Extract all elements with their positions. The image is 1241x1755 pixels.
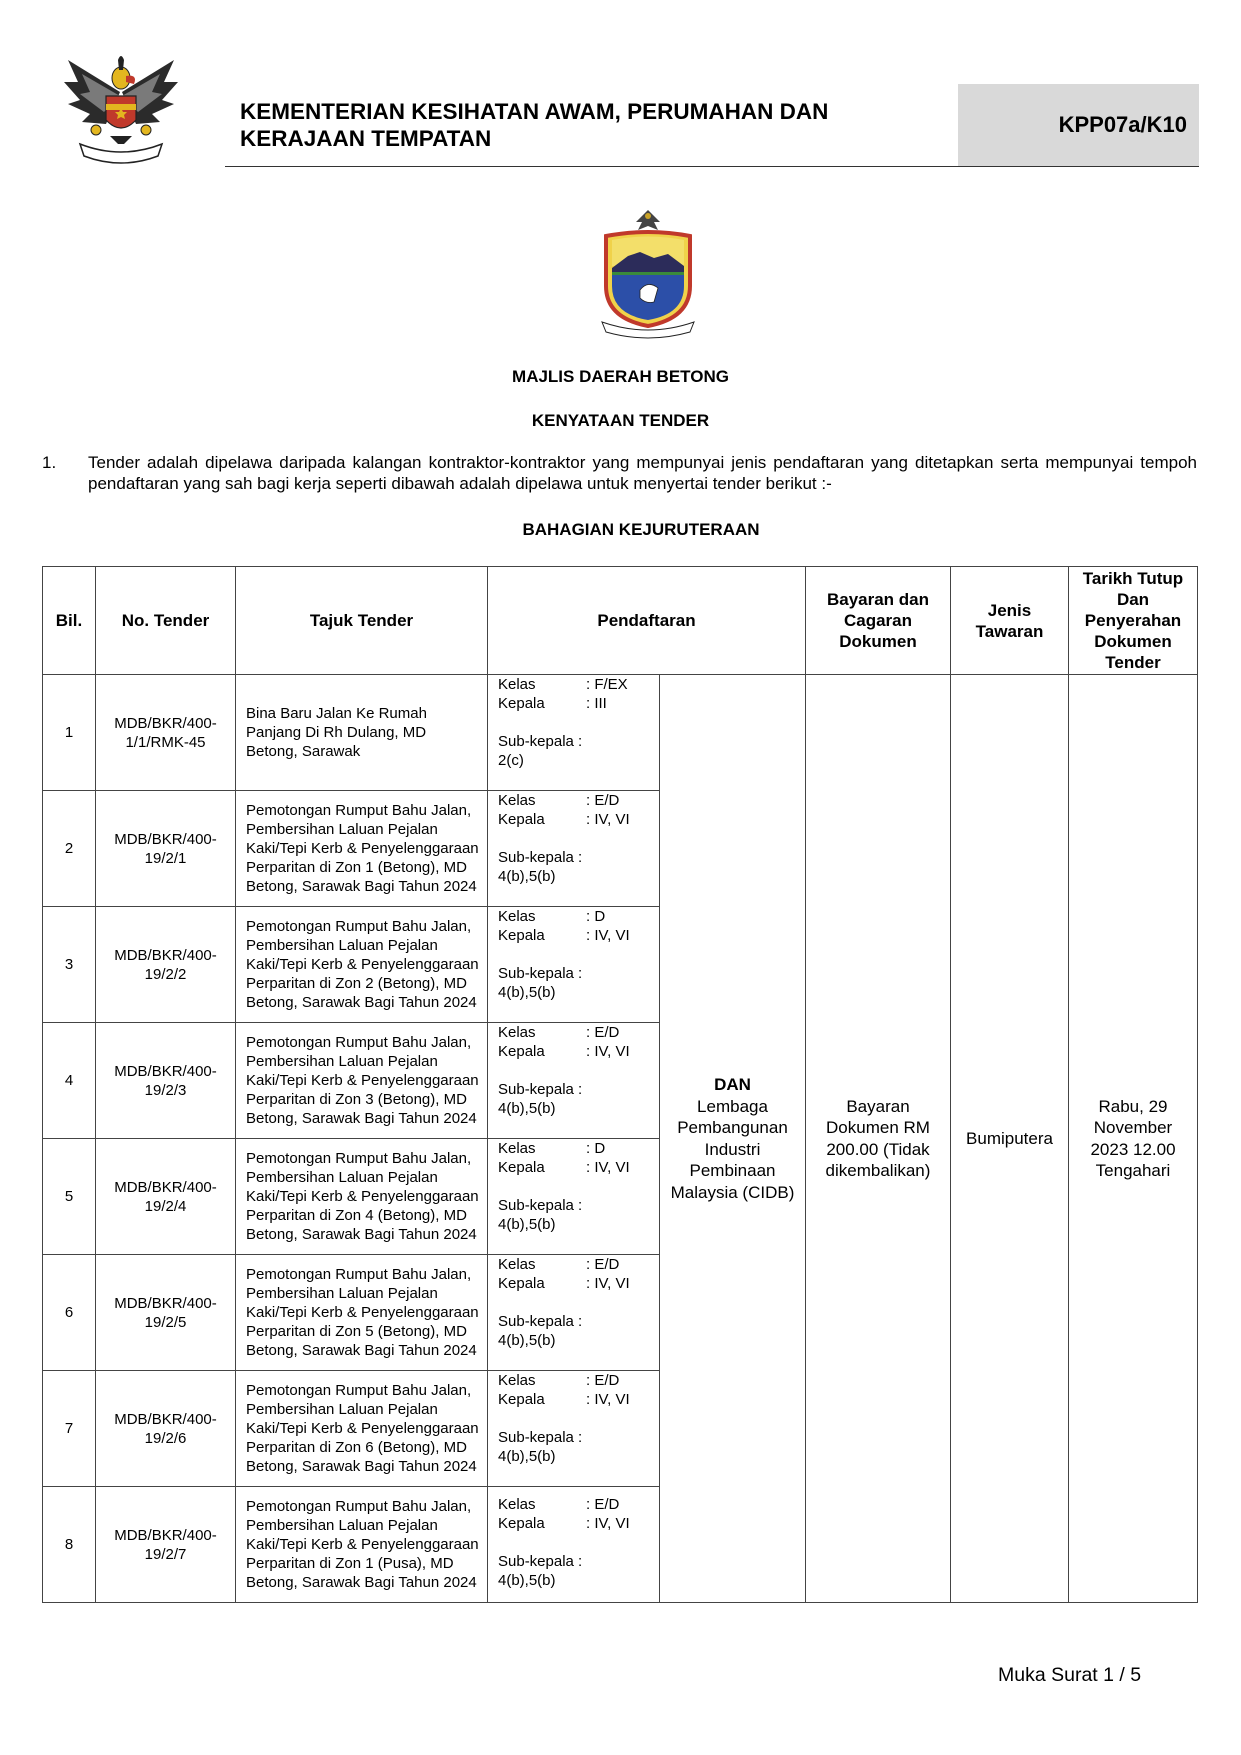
kepala-label: Kepala [498,1275,545,1292]
kepala-label: Kepala [498,695,545,712]
cell-pendaftaran [488,1371,660,1487]
table-row [43,675,1198,791]
cell-pendaftaran [488,907,660,1023]
cell-pendaftaran [488,675,660,791]
header-tarikh: Tarikh Tutup Dan Penyerahan Dokumen Tender [1069,567,1198,675]
subkepala-label: Sub-kepala : [498,1081,583,1098]
cell-tajuk: Pemotongan Rumput Bahu Jalan, Pembersihan Laluan Pejalan Kaki/Tepi Kerb & Penyelenggaraan Perparitan di Zon 5 (Betong), MD Betong, Sarawak Bagi Tahun 2024 [236,1255,488,1371]
kelas-value: : E/D [586,1256,620,1273]
cell-no-tender: MDB/BKR/400-1/1/RMK-45 [96,675,236,791]
subkepala-label: Sub-kepala : [498,849,583,866]
cell-bil: 4 [43,1023,96,1139]
cell-bil: 3 [43,907,96,1023]
kepala-value: : IV, VI [586,1043,630,1060]
kepala-value: : IV, VI [586,1275,630,1292]
kepala-label: Kepala [498,1515,545,1532]
subkepala-value: 4(b),5(b) [498,1572,556,1589]
cell-no-tender: MDB/BKR/400-19/2/5 [96,1255,236,1371]
kelas-value: : E/D [586,1372,620,1389]
subkepala-value: 4(b),5(b) [498,1100,556,1117]
kepala-value: : IV, VI [586,1391,630,1408]
subkepala-label: Sub-kepala : [498,1313,583,1330]
cell-bil: 1 [43,675,96,791]
header-divider [225,166,1199,167]
cell-bil: 6 [43,1255,96,1371]
header-bayaran: Bayaran dan Cagaran Dokumen [806,567,951,675]
subkepala-label: Sub-kepala : [498,1197,583,1214]
paragraph-number: 1. [42,453,57,472]
header-jenis: Jenis Tawaran [951,567,1069,675]
cell-tarikh-tutup: Rabu, 29 November 2023 12.00 Tengahari [1069,675,1198,1603]
cell-bil: 7 [43,1371,96,1487]
header-bil: Bil. [43,567,96,675]
tender-table [42,566,1198,1603]
cell-tajuk: Bina Baru Jalan Ke Rumah Panjang Di Rh Dulang, MD Betong, Sarawak [236,675,488,791]
ministry-name [240,98,940,152]
kepala-label: Kepala [498,1159,545,1176]
kepala-value: : IV, VI [586,1159,630,1176]
page-number: Muka Surat 1 / 5 [998,1664,1142,1686]
kelas-label: Kelas [498,1496,536,1513]
kepala-label: Kepala [498,1043,545,1060]
cell-tajuk: Pemotongan Rumput Bahu Jalan, Pembersihan Laluan Pejalan Kaki/Tepi Kerb & Penyelenggaraan Perparitan di Zon 2 (Betong), MD Betong, Sarawak Bagi Tahun 2024 [236,907,488,1023]
dan-label: DAN [714,1075,751,1094]
kelas-label: Kelas [498,792,536,809]
kelas-value: : D [586,908,606,925]
cell-no-tender: MDB/BKR/400-19/2/4 [96,1139,236,1255]
cell-tajuk: Pemotongan Rumput Bahu Jalan, Pembersihan Laluan Pejalan Kaki/Tepi Kerb & Penyelenggaraan Perparitan di Zon 4 (Betong), MD Betong, Sarawak Bagi Tahun 2024 [236,1139,488,1255]
betong-council-logo-icon [596,206,700,340]
cell-no-tender: MDB/BKR/400-19/2/7 [96,1487,236,1603]
kelas-label: Kelas [498,1024,536,1041]
intro-paragraph [42,452,1197,494]
paragraph-text: Tender adalah dipelawa daripada kalangan kontraktor-kontraktor yang mempunyai jenis pendaftaran yang ditetapkan serta mempunyai tempoh pendaftaran yang sah bagi kerja seperti dibawah adalah dipelawa untuk menyertai tender berikut :- [88,453,1197,493]
cell-bayaran: Bayaran Dokumen RM 200.00 (Tidak dikembalikan) [806,675,951,1603]
council-name: MAJLIS DAERAH BETONG [512,367,729,386]
header-no-tender: No. Tender [96,567,236,675]
cell-pendaftaran [488,791,660,907]
kepala-value: : IV, VI [586,1515,630,1532]
subkepala-value: 4(b),5(b) [498,868,556,885]
subkepala-label: Sub-kepala : [498,733,583,750]
kepala-value: : III [586,695,607,712]
kepala-value: : IV, VI [586,927,630,944]
table-header-row [43,567,1198,675]
cell-pendaftaran [488,1255,660,1371]
cell-tajuk: Pemotongan Rumput Bahu Jalan, Pembersihan Laluan Pejalan Kaki/Tepi Kerb & Penyelenggaraan Perparitan di Zon 6 (Betong), MD Betong, Sarawak Bagi Tahun 2024 [236,1371,488,1487]
header-pendaftaran: Pendaftaran [488,567,806,675]
subkepala-value: 4(b),5(b) [498,1332,556,1349]
cell-no-tender: MDB/BKR/400-19/2/1 [96,791,236,907]
cell-cidb [660,675,806,1603]
kelas-label: Kelas [498,676,536,693]
section-title: BAHAGIAN KEJURUTERAAN [522,520,760,539]
subkepala-value: 4(b),5(b) [498,984,556,1001]
kelas-value: : E/D [586,792,620,809]
cell-no-tender: MDB/BKR/400-19/2/6 [96,1371,236,1487]
subkepala-value: 4(b),5(b) [498,1216,556,1233]
cell-pendaftaran [488,1139,660,1255]
subkepala-label: Sub-kepala : [498,1553,583,1570]
cell-tajuk: Pemotongan Rumput Bahu Jalan, Pembersihan Laluan Pejalan Kaki/Tepi Kerb & Penyelenggaraan Perparitan di Zon 1 (Pusa), MD Betong, Sarawak Bagi Tahun 2024 [236,1487,488,1603]
kelas-label: Kelas [498,1256,536,1273]
cell-bil: 2 [43,791,96,907]
kelas-label: Kelas [498,908,536,925]
subkepala-label: Sub-kepala : [498,965,583,982]
kepala-value: : IV, VI [586,811,630,828]
subkepala-label: Sub-kepala : [498,1429,583,1446]
cell-pendaftaran [488,1023,660,1139]
form-code: KPP07a/K10 [1058,112,1187,137]
cell-tajuk: Pemotongan Rumput Bahu Jalan, Pembersihan Laluan Pejalan Kaki/Tepi Kerb & Penyelenggaraan Perparitan di Zon 1 (Betong), MD Betong, Sarawak Bagi Tahun 2024 [236,791,488,907]
cidb-text: Lembaga Pembangunan Industri Pembinaan Malaysia (CIDB) [670,1096,795,1202]
sarawak-crest-icon [60,52,182,172]
cell-bil: 8 [43,1487,96,1603]
ministry-line-2: KERAJAAN TEMPATAN [240,126,492,151]
kelas-label: Kelas [498,1140,536,1157]
kepala-label: Kepala [498,1391,545,1408]
kelas-label: Kelas [498,1372,536,1389]
cell-pendaftaran [488,1487,660,1603]
subkepala-value: 2(c) [498,752,524,769]
cell-tajuk: Pemotongan Rumput Bahu Jalan, Pembersihan Laluan Pejalan Kaki/Tepi Kerb & Penyelenggaraan Perparitan di Zon 3 (Betong), MD Betong, Sarawak Bagi Tahun 2024 [236,1023,488,1139]
kelas-value: : F/EX [586,676,628,693]
cell-bil: 5 [43,1139,96,1255]
document-title: KENYATAAN TENDER [531,411,710,430]
kepala-label: Kepala [498,927,545,944]
cell-jenis-tawaran: Bumiputera [951,675,1069,1603]
kelas-value: : E/D [586,1496,620,1513]
ministry-line-1: KEMENTERIAN KESIHATAN AWAM, PERUMAHAN DAN [240,99,829,124]
kelas-value: : E/D [586,1024,620,1041]
form-code-box [958,84,1199,166]
cell-no-tender: MDB/BKR/400-19/2/2 [96,907,236,1023]
subkepala-value: 4(b),5(b) [498,1448,556,1465]
cell-no-tender: MDB/BKR/400-19/2/3 [96,1023,236,1139]
header-tajuk: Tajuk Tender [236,567,488,675]
kelas-value: : D [586,1140,606,1157]
kepala-label: Kepala [498,811,545,828]
